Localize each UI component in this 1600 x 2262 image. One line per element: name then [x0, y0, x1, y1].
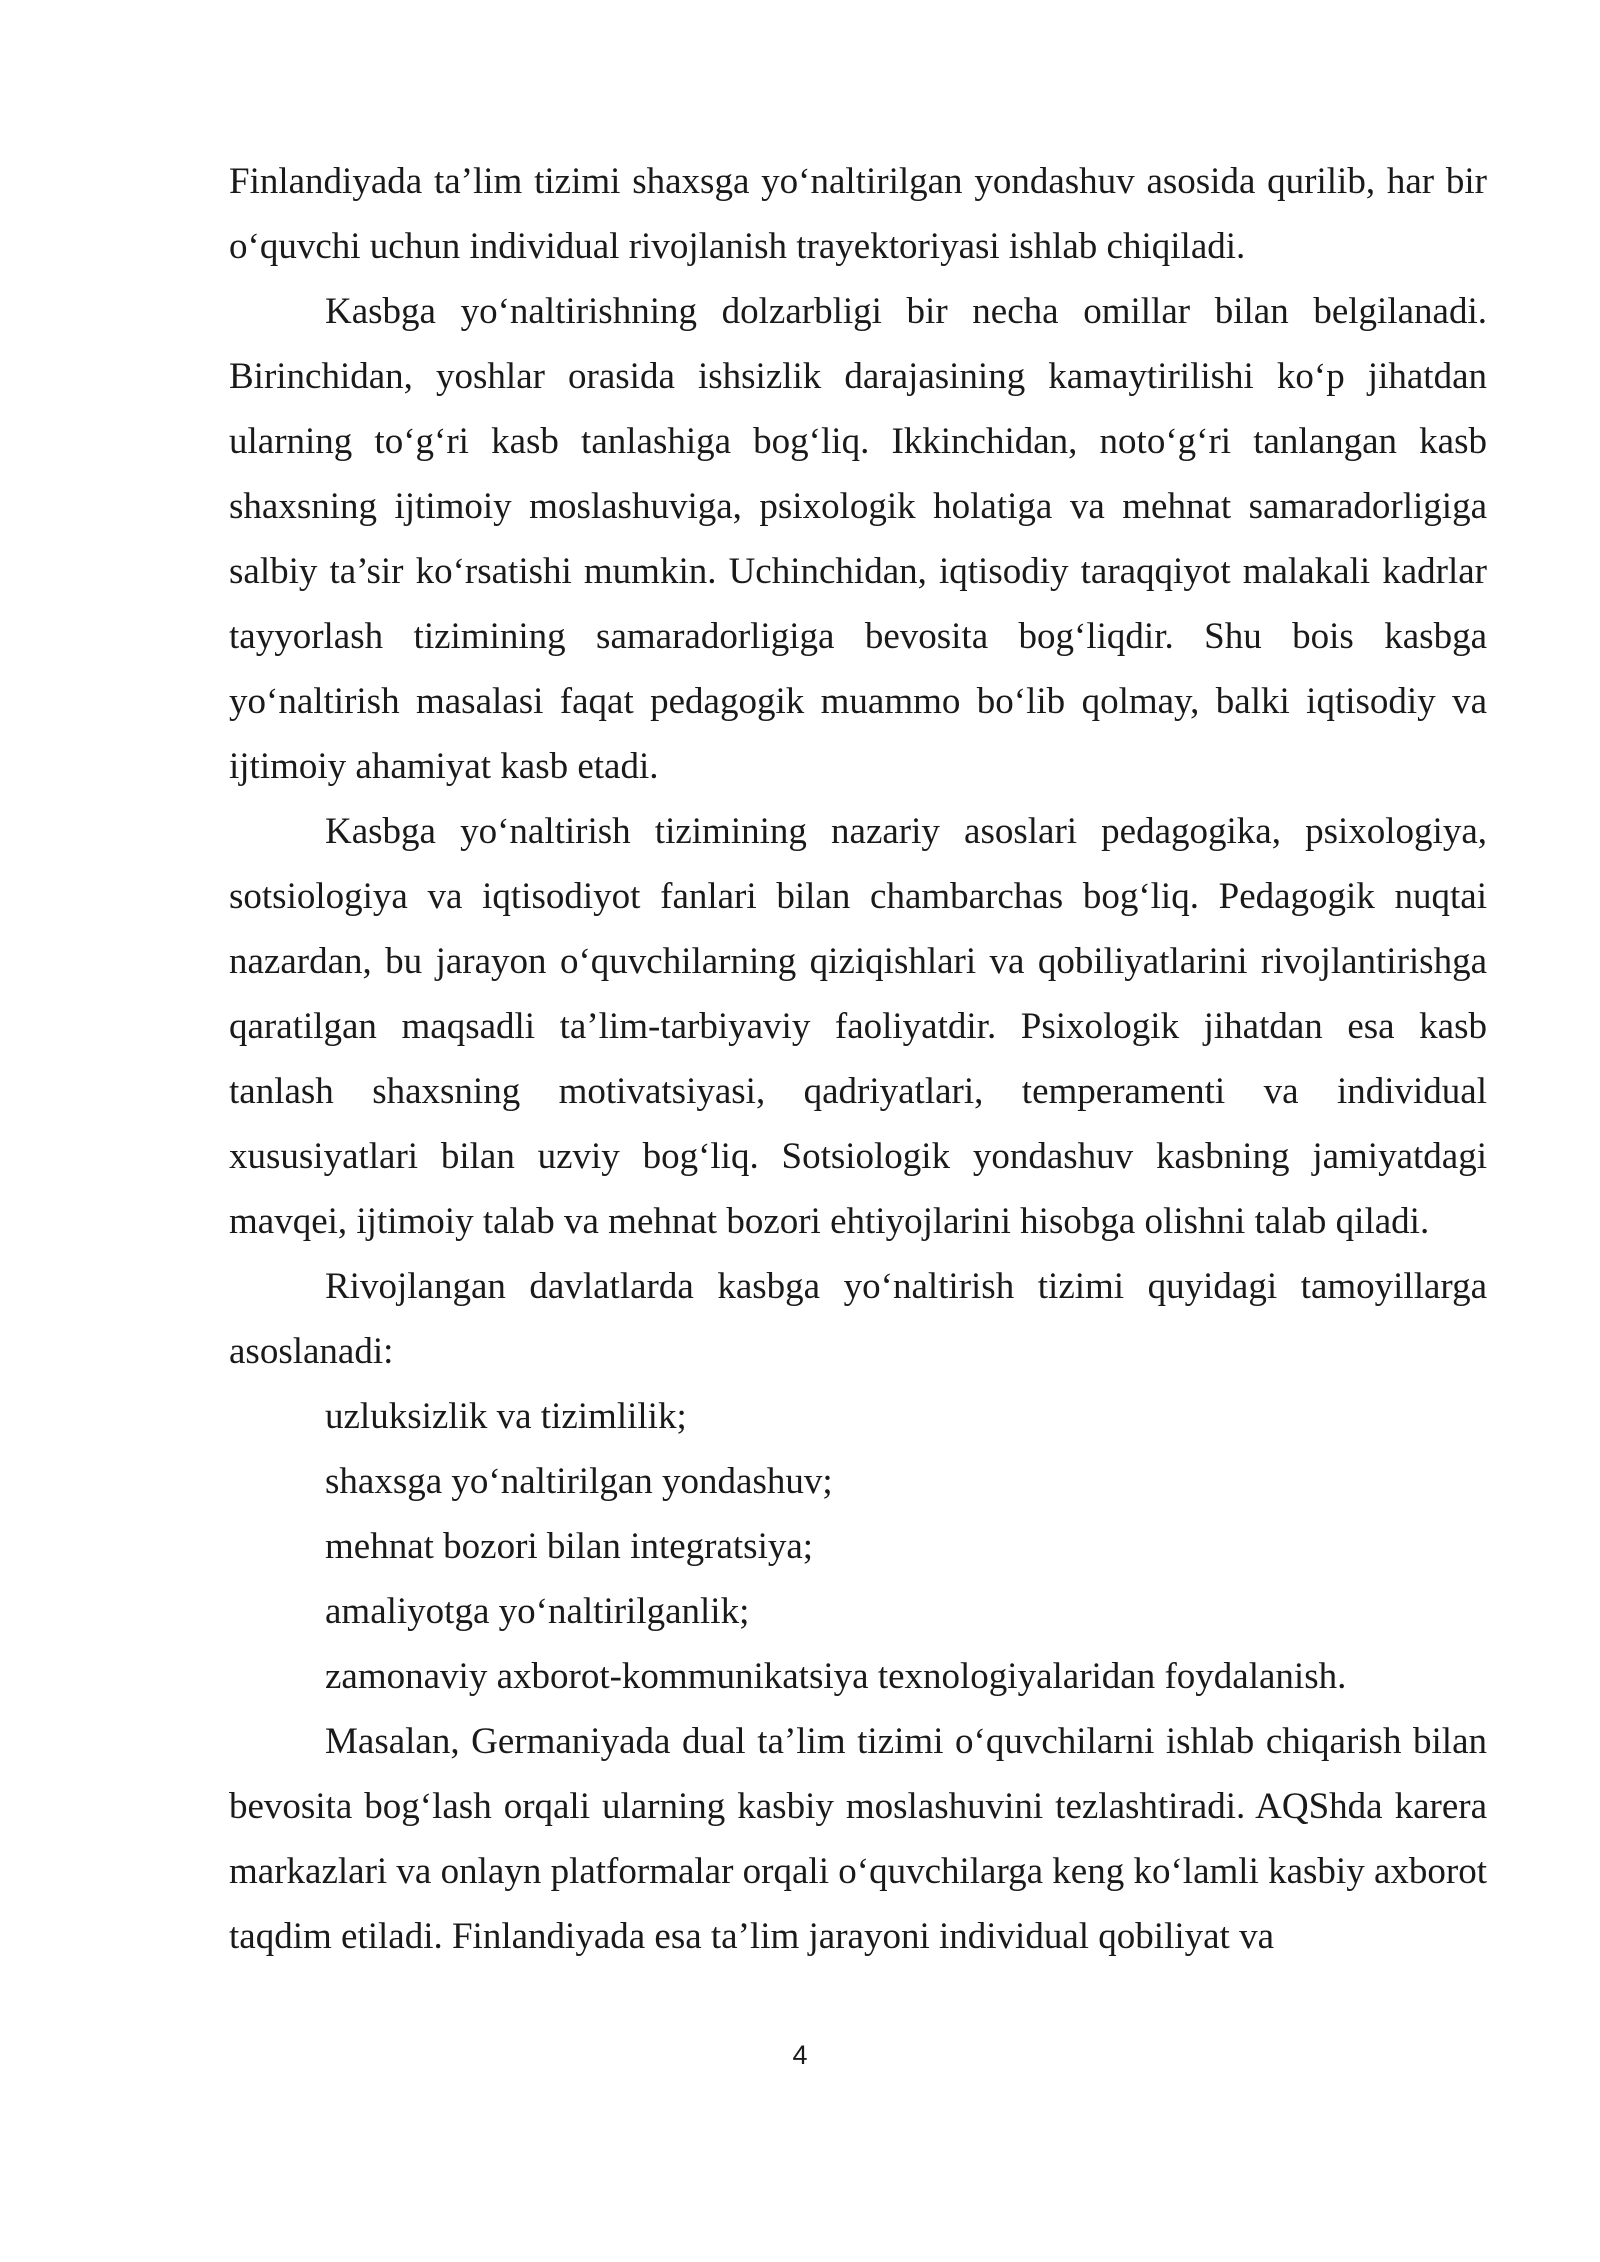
principles-list [229, 1384, 1487, 1709]
list-item: shaxsga yo‘naltirilgan yondashuv; [325, 1461, 833, 1502]
list-item: uzluksizlik va tizimlilik; [325, 1396, 687, 1437]
paragraph-principles-intro: Rivojlangan davlatlarda kasbga yo‘naltirish tizimi quyidagi tamoyillarga asoslanadi: [229, 1266, 1487, 1372]
page-number: 4 [792, 2040, 808, 2070]
list-item: amaliyotga yo‘naltirilganlik; [325, 1591, 750, 1632]
paragraph-relevance: Kasbga yo‘naltirishning dolzarbligi bir necha omillar bilan belgilanadi. Birinchidan, yoshlar orasida ishsizlik darajasining kamaytirilishi ko‘p jihatdan ularning to‘g‘ri kasb tanlashiga bog‘liq. Ikkinchidan, noto‘g‘ri tanlangan kasb shaxsning ijtimoiy moslashuviga, psixologik holatiga va mehnat samaradorligiga salbiy ta’sir ko‘rsatishi mumkin. Uchinchidan, iqtisodiy taraqqiyot malakali kadrlar tayyorlash tizimining samaradorligiga bevosita bog‘liqdir. Shu bois kasbga yo‘naltirish masalasi faqat pedagogik muammo bo‘lib qolmay, balki iqtisodiy va ijtimoiy ahamiyat kasb etadi. [229, 291, 1487, 787]
paragraph-continued: Finlandiyada ta’lim tizimi shaxsga yo‘naltirilgan yondashuv asosida qurilib, har bir o‘quvchi uchun individual rivojlanish trayektoriyasi ishlab chiqiladi. [229, 161, 1487, 267]
list-item: mehnat bozori bilan integratsiya; [325, 1526, 814, 1567]
list-item: zamonaviy axborot-kommunikatsiya texnologiyalaridan foydalanish. [325, 1656, 1347, 1697]
paragraph-examples: Masalan, Germaniyada dual ta’lim tizimi o‘quvchilarni ishlab chiqarish bilan bevosita bog‘lash orqali ularning kasbiy moslashuvini tezlashtiradi. AQShda karera markazlari va onlayn platformalar orqali o‘quvchilarga keng ko‘lamli kasbiy axborot taqdim etiladi. Finlandiyada esa ta’lim jarayoni individual qobiliyat va [229, 1721, 1487, 1957]
paragraph-theory: Kasbga yo‘naltirish tizimining nazariy asoslari pedagogika, psixologiya, sotsiologiya va iqtisodiyot fanlari bilan chambarchas bog‘liq. Pedagogik nuqtai nazardan, bu jarayon o‘quvchilarning qiziqishlari va qobiliyatlarini rivojlantirishga qaratilgan maqsadli ta’lim-tarbiyaviy faoliyatdir. Psixologik jihatdan esa kasb tanlash shaxsning motivatsiyasi, qadriyatlari, temperamenti va individual xususiyatlari bilan uzviy bog‘liq. Sotsiologik yondashuv kasbning jamiyatdagi mavqei, ijtimoiy talab va mehnat bozori ehtiyojlarini hisobga olishni talab qiladi. [229, 811, 1487, 1242]
document-body [229, 149, 1487, 1969]
